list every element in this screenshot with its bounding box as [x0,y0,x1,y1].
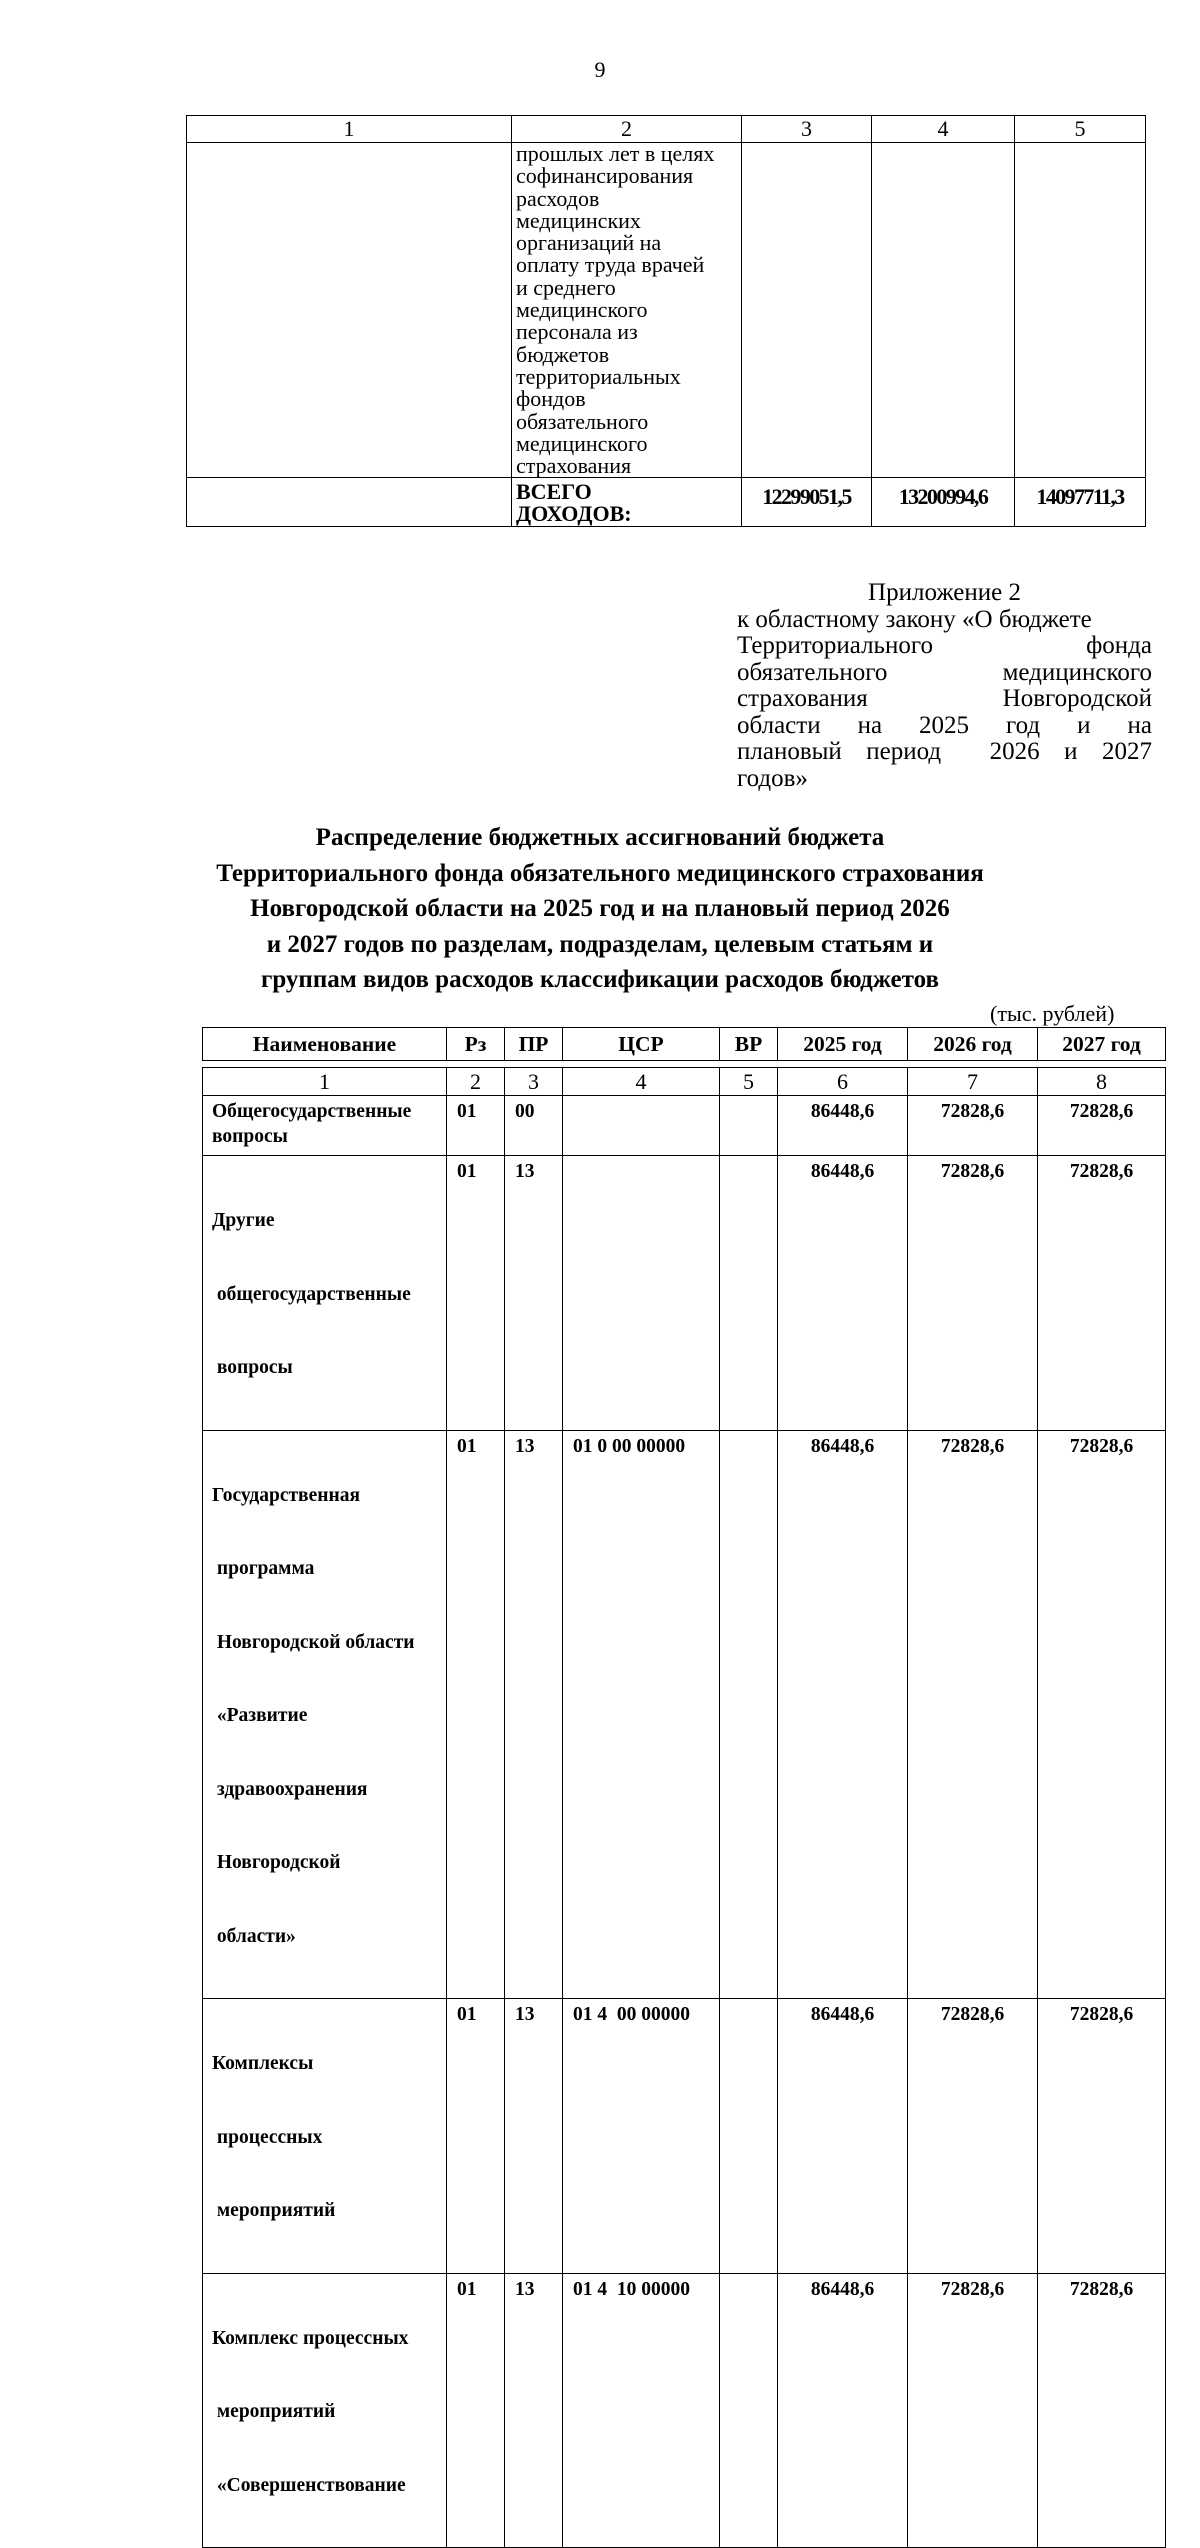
income-total-2025: 12299051,5 [742,478,872,527]
row-2027: 72828,6 [1038,1156,1166,1431]
income-col-5: 5 [1015,116,1146,143]
row-2025: 86448,6 [778,1156,908,1431]
header-2026: 2026 год [908,1028,1038,1061]
row-pr: 13 [505,1999,563,2274]
table-row [203,1999,1166,2274]
header-rz: Рз [447,1028,505,1061]
table-row [203,1156,1166,1431]
row-rz: 01 [447,2273,505,2548]
header-name: Наименование [203,1028,447,1061]
header-vr: ВР [720,1028,778,1061]
income-total-label: ВСЕГО ДОХОДОВ: [512,478,742,527]
row-pr: 13 [505,1156,563,1431]
income-table [186,115,1146,527]
row-2027: 72828,6 [1038,1096,1166,1156]
row-csr [563,1156,720,1431]
row-vr [720,1999,778,2274]
row-2026: 72828,6 [908,1096,1038,1156]
appendix-title: Приложение 2 [868,579,1021,606]
row-pr: 13 [505,2273,563,2548]
row-name: Другие общегосударственные вопросы [203,1156,447,1431]
header-2027: 2027 год [1038,1028,1166,1061]
row-2026: 72828,6 [908,1999,1038,2274]
income-total-row [187,478,1146,527]
row-csr: 01 4 00 00000 [563,1999,720,2274]
row-vr [720,1430,778,1999]
row-vr [720,1156,778,1431]
income-table-header [187,116,1146,143]
column-numbers-row: 1 2 3 4 5 6 7 8 [203,1068,1166,1096]
row-name: Государственная программа Новгородской области «Развитие здравоохранения Новгородской области» [203,1430,447,1999]
table-row [203,1096,1166,1156]
income-code-cell [187,143,512,478]
income-total-2027: 14097711,3 [1015,478,1146,527]
row-name: Комплексы процессных мероприятий [203,1999,447,2274]
header-pr: ПР [505,1028,563,1061]
row-pr: 00 [505,1096,563,1156]
header-csr: ЦСР [563,1028,720,1061]
row-name: Комплекс процессных мероприятий «Совершенствование [203,2273,447,2548]
header-2025: 2025 год [778,1028,908,1061]
document-title: Распределение бюджетных ассигнований бюджета Территориального фонда обязательного медицинского страхования Новгородской области на 2025 год и на плановый период 2026 и 2027 годов по разделам, подразделам, целевым статьям и группам видов расходов классификации расходов бюджетов [216,824,984,993]
row-vr [720,2273,778,2548]
row-vr [720,1096,778,1156]
row-2026: 72828,6 [908,2273,1038,2548]
allocation-table [202,1067,1166,2548]
income-col-4: 4 [872,116,1015,143]
allocation-table-header [202,1027,1166,1061]
row-2025: 86448,6 [778,1999,908,2274]
income-col-2: 2 [512,116,742,143]
income-total-2026: 13200994,6 [872,478,1015,527]
row-2027: 72828,6 [1038,2273,1166,2548]
row-rz: 01 [447,1096,505,1156]
row-2027: 72828,6 [1038,1999,1166,2274]
row-pr: 13 [505,1430,563,1999]
row-rz: 01 [447,1430,505,1999]
income-col-1: 1 [187,116,512,143]
row-2026: 72828,6 [908,1156,1038,1431]
appendix-note: Приложение 2 к областному закону «О бюджете Территориального фонда обязательного медицинского страхования Новгородской области на 2025 год и на плановый период 2026 и 2027 годов» [737,579,1152,792]
row-name: Общегосударственные вопросы [203,1096,447,1156]
row-2026: 72828,6 [908,1430,1038,1999]
table-row [203,1430,1166,1999]
row-2025: 86448,6 [778,2273,908,2548]
row-csr: 01 0 00 00000 [563,1430,720,1999]
row-csr [563,1096,720,1156]
income-description-cell: прошлых лет в целях софинансирования расходов медицинских организаций на оплату труда врачей и среднего медицинского персонала из бюджетов территориальных фондов обязательного медицинского страхования [512,143,742,478]
page-number: 9 [594,57,606,82]
row-2025: 86448,6 [778,1096,908,1156]
table-row [203,2273,1166,2548]
units-label: (тыс. рублей) [990,1001,1115,1026]
row-rz: 01 [447,1156,505,1431]
row-rz: 01 [447,1999,505,2274]
income-col-3: 3 [742,116,872,143]
row-2025: 86448,6 [778,1430,908,1999]
row-csr: 01 4 10 00000 [563,2273,720,2548]
income-row-continuation [187,143,1146,478]
row-2027: 72828,6 [1038,1430,1166,1999]
